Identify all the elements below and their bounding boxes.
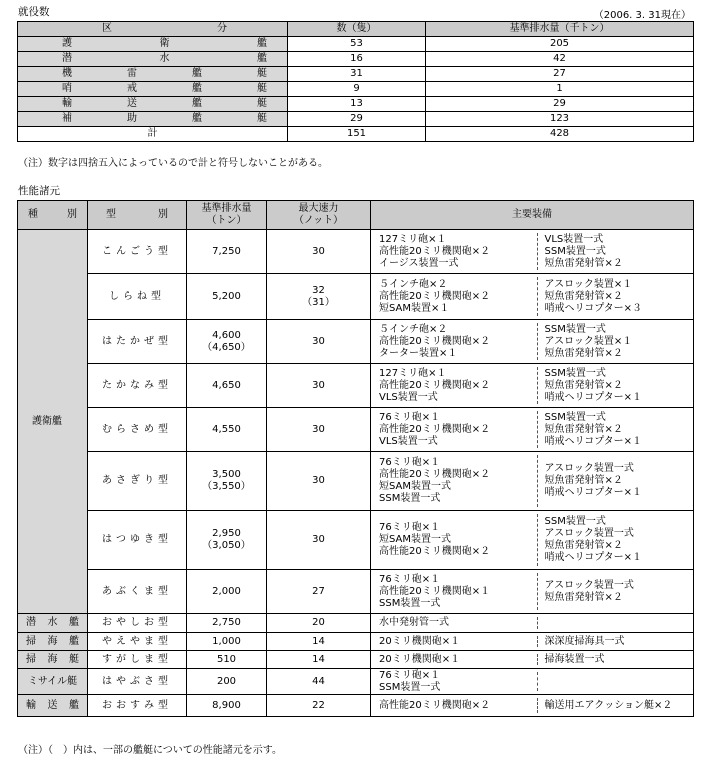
speed-cell: 14	[267, 633, 371, 651]
equipment-right-cell: SSM装置一式 アスロック装置一式 短魚雷発射管×２ 哨戒ヘリコプター×１	[537, 511, 694, 570]
table-row	[18, 408, 694, 452]
equipment-left-cell: 水中発射管一式	[371, 614, 537, 633]
type-cell: すがしま型	[88, 651, 187, 669]
displacement-cell: 5,200	[187, 274, 267, 320]
displacement-cell: 4,600 （4,650）	[187, 320, 267, 364]
equipment-left-cell: ５インチ砲×２ 高性能20ミリ機関砲×２ 短SAM装置×１	[371, 274, 537, 320]
displacement-cell: 2,950 （3,050）	[187, 511, 267, 570]
equipment-right-cell	[537, 614, 694, 633]
equipment-left-cell: 127ミリ砲×１ 高性能20ミリ機関砲×２ イージス装置一式	[371, 230, 537, 274]
equipment-right-cell: 深深度掃海具一式	[537, 633, 694, 651]
table-row	[18, 67, 694, 82]
type-cell: おやしお型	[88, 614, 187, 633]
speed-cell: 27	[267, 570, 371, 614]
speed-cell: 22	[267, 695, 371, 717]
kind-cell: ミサイル艇	[18, 669, 88, 695]
section2-title: 性能諸元	[18, 185, 60, 197]
equipment-left-cell: 76ミリ砲×１ 高性能20ミリ機関砲×２ 短SAM装置一式 SSM装置一式	[371, 452, 537, 511]
table-row	[18, 651, 694, 669]
header-type: 型 別	[88, 201, 187, 230]
speed-cell: 30	[267, 408, 371, 452]
header-category	[18, 22, 288, 37]
displacement-cell: 200	[187, 669, 267, 695]
equipment-left-cell: 76ミリ砲×１ 高性能20ミリ機関砲×２ VLS装置一式	[371, 408, 537, 452]
speed-cell: 30	[267, 230, 371, 274]
section2-note: （注）（ ）内は、一部の艦艇についての性能諸元を示す。	[18, 745, 282, 756]
kind-cell: 掃 海 艦	[18, 633, 88, 651]
total-label: 計	[18, 127, 288, 142]
displacement-cell: 510	[187, 651, 267, 669]
speed-cell: 32 （31）	[267, 274, 371, 320]
category-cell: 護 衛 艦	[18, 37, 288, 52]
equipment-right-cell: SSM装置一式 短魚雷発射管×２ 哨戒ヘリコプター×１	[537, 408, 694, 452]
displacement-cell: 2,000	[187, 570, 267, 614]
table-row	[18, 570, 694, 614]
header-displacement: 基準排水量 （トン）	[187, 201, 267, 230]
active-ships-table	[17, 21, 694, 142]
escort-kind-cell: 護衛艦	[18, 230, 88, 614]
equipment-right-cell: アスロック装置一式 短魚雷発射管×２	[537, 570, 694, 614]
performance-table	[17, 200, 694, 717]
equipment-left-cell: 20ミリ機関砲×１	[371, 633, 537, 651]
speed-cell: 20	[267, 614, 371, 633]
equipment-right-cell: アスロック装置一式 短魚雷発射管×２ 哨戒ヘリコプター×１	[537, 452, 694, 511]
speed-cell: 30	[267, 452, 371, 511]
kind-cell: 輸 送 艦	[18, 695, 88, 717]
total-count: 151	[288, 127, 426, 142]
displacement-cell: 8,900	[187, 695, 267, 717]
speed-cell: 44	[267, 669, 371, 695]
equipment-right-cell	[537, 669, 694, 695]
equipment-right-cell: 輸送用エアクッション艇×２	[537, 695, 694, 717]
table-row	[18, 669, 694, 695]
equipment-right-cell: SSM装置一式 短魚雷発射管×２ 哨戒ヘリコプター×１	[537, 364, 694, 408]
type-cell: むらさめ型	[88, 408, 187, 452]
total-tonnage: 428	[426, 127, 694, 142]
table-row	[18, 452, 694, 511]
type-cell: はたかぜ型	[88, 320, 187, 364]
as-of-date: （2006. 3. 31現在）	[593, 10, 691, 21]
equipment-right-cell: VLS装置一式 SSM装置一式 短魚雷発射管×２	[537, 230, 694, 274]
tonnage-cell: 123	[426, 112, 694, 127]
equipment-left-cell: 127ミリ砲×１ 高性能20ミリ機関砲×２ VLS装置一式	[371, 364, 537, 408]
header-count: 数（隻）	[288, 22, 426, 37]
kind-cell: 掃 海 艇	[18, 651, 88, 669]
category-cell: 機 雷 艦 艇	[18, 67, 288, 82]
tonnage-cell: 29	[426, 97, 694, 112]
table-row	[18, 37, 694, 52]
table-row	[18, 364, 694, 408]
table-row	[18, 52, 694, 67]
table-row	[18, 695, 694, 717]
equipment-left-cell: ５インチ砲×２ 高性能20ミリ機関砲×２ ターター装置×１	[371, 320, 537, 364]
type-cell: しらね型	[88, 274, 187, 320]
type-cell: はつゆき型	[88, 511, 187, 570]
table-row	[18, 614, 694, 633]
displacement-cell: 3,500 （3,550）	[187, 452, 267, 511]
type-cell: おおすみ型	[88, 695, 187, 717]
type-cell: たかなみ型	[88, 364, 187, 408]
displacement-cell: 2,750	[187, 614, 267, 633]
type-cell: やえやま型	[88, 633, 187, 651]
equipment-right-cell: 掃海装置一式	[537, 651, 694, 669]
table-row	[18, 633, 694, 651]
header-equipment: 主要装備	[371, 201, 694, 230]
category-cell: 潜 水 艦	[18, 52, 288, 67]
equipment-left-cell: 76ミリ砲×１ 短SAM装置一式 高性能20ミリ機関砲×２	[371, 511, 537, 570]
category-cell: 哨 戒 艦 艇	[18, 82, 288, 97]
speed-cell: 14	[267, 651, 371, 669]
type-cell: こんごう型	[88, 230, 187, 274]
table-row	[18, 511, 694, 570]
equipment-right-cell: SSM装置一式 アスロック装置×１ 短魚雷発射管×２	[537, 320, 694, 364]
table-row	[18, 274, 694, 320]
speed-cell: 30	[267, 320, 371, 364]
header-speed: 最大速力 （ノット）	[267, 201, 371, 230]
speed-cell: 30	[267, 364, 371, 408]
tonnage-cell: 1	[426, 82, 694, 97]
section1-note: （注）数字は四捨五入によっているので計と符号しないことがある。	[18, 158, 328, 169]
kind-cell: 潜 水 艦	[18, 614, 88, 633]
tonnage-cell: 42	[426, 52, 694, 67]
count-cell: 29	[288, 112, 426, 127]
count-cell: 16	[288, 52, 426, 67]
header-tonnage: 基準排水量（千トン）	[426, 22, 694, 37]
type-cell: はやぶさ型	[88, 669, 187, 695]
table-row	[18, 112, 694, 127]
count-cell: 31	[288, 67, 426, 82]
equipment-left-cell: 20ミリ機関砲×１	[371, 651, 537, 669]
count-cell: 53	[288, 37, 426, 52]
table-row	[18, 82, 694, 97]
speed-cell: 30	[267, 511, 371, 570]
category-cell: 補 助 艦 艇	[18, 112, 288, 127]
table-row	[18, 320, 694, 364]
equipment-left-cell: 76ミリ砲×１ SSM装置一式	[371, 669, 537, 695]
header-kind: 種 別	[18, 201, 88, 230]
tonnage-cell: 205	[426, 37, 694, 52]
tonnage-cell: 27	[426, 67, 694, 82]
equipment-left-cell: 高性能20ミリ機関砲×２	[371, 695, 537, 717]
count-cell: 9	[288, 82, 426, 97]
category-cell: 輸 送 艦 艇	[18, 97, 288, 112]
type-cell: あぶくま型	[88, 570, 187, 614]
displacement-cell: 4,550	[187, 408, 267, 452]
displacement-cell: 4,650	[187, 364, 267, 408]
table-row	[18, 230, 694, 274]
table-row	[18, 97, 694, 112]
type-cell: あさぎり型	[88, 452, 187, 511]
displacement-cell: 7,250	[187, 230, 267, 274]
header-category-chars: 区 分	[102, 23, 227, 34]
equipment-left-cell: 76ミリ砲×１ 高性能20ミリ機関砲×１ SSM装置一式	[371, 570, 537, 614]
equipment-right-cell: アスロック装置×１ 短魚雷発射管×２ 哨戒ヘリコプター×３	[537, 274, 694, 320]
section1-title: 就役数	[18, 6, 50, 18]
displacement-cell: 1,000	[187, 633, 267, 651]
count-cell: 13	[288, 97, 426, 112]
